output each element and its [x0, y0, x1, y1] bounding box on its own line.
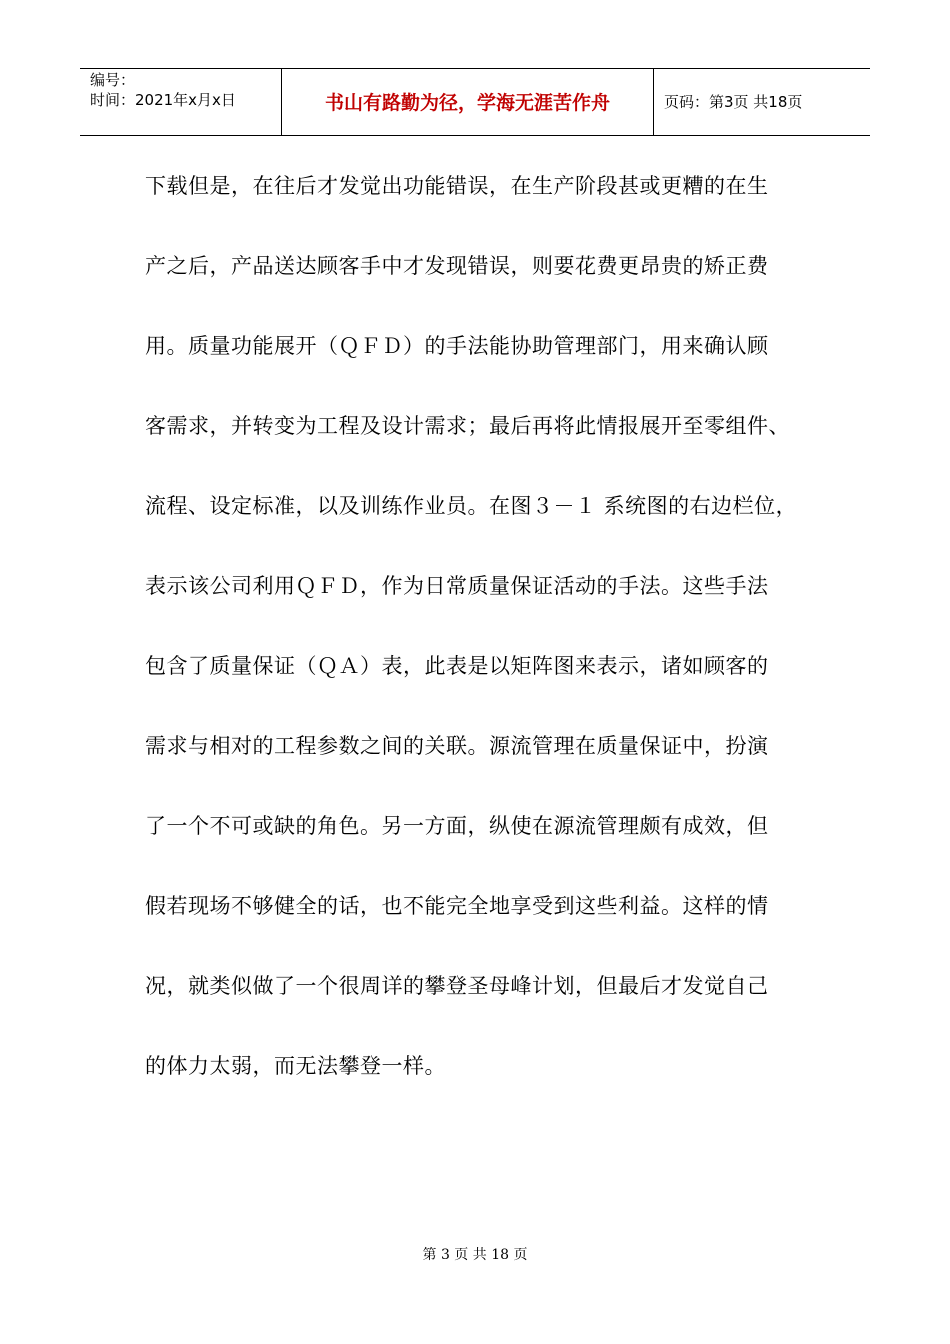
serial-number-label: 编号：	[90, 71, 136, 89]
page-code: 页码：第3页 共18页	[664, 93, 803, 111]
body-line: 流程、设定标准，以及训练作业员。在图３－１ 系统图的右边栏位，	[145, 494, 798, 518]
header-motto-cell	[282, 69, 654, 135]
body-line: 产之后，产品送达顾客手中才发现错误，则要花费更昂贵的矫正费	[145, 254, 769, 278]
document-body	[145, 166, 825, 1126]
page-footer: 第 3 页 共 18 页	[422, 1247, 528, 1263]
page-header	[80, 68, 870, 136]
body-line: 用。质量功能展开（ＱＦＤ）的手法能协助管理部门，用来确认顾	[145, 334, 769, 358]
header-info-cell	[80, 69, 282, 135]
body-line: 的体力太弱，而无法攀登一样。	[145, 1054, 446, 1078]
body-line: 需求与相对的工程参数之间的关联。源流管理在质量保证中，扮演	[145, 734, 769, 758]
body-line: 包含了质量保证（ＱＡ）表，此表是以矩阵图来表示，诸如顾客的	[145, 654, 769, 678]
date-label: 时间：2021年x月x日	[90, 91, 236, 109]
body-line: 下载但是，在往后才发觉出功能错误，在生产阶段甚或更糟的在生	[145, 174, 769, 198]
body-line: 假若现场不够健全的话，也不能完全地享受到这些利益。这样的情	[145, 894, 769, 918]
header-page-cell	[654, 69, 870, 135]
body-line: 表示该公司利用ＱＦＤ，作为日常质量保证活动的手法。这些手法	[145, 574, 769, 598]
body-line: 了一个不可或缺的角色。另一方面，纵使在源流管理颇有成效，但	[145, 814, 769, 838]
motto-text: 书山有路勤为径，学海无涯苦作舟	[324, 92, 610, 114]
body-line: 客需求，并转变为工程及设计需求；最后再将此情报展开至零组件、	[145, 414, 790, 438]
body-line: 况，就类似做了一个很周详的攀登圣母峰计划，但最后才发觉自己	[145, 974, 769, 998]
